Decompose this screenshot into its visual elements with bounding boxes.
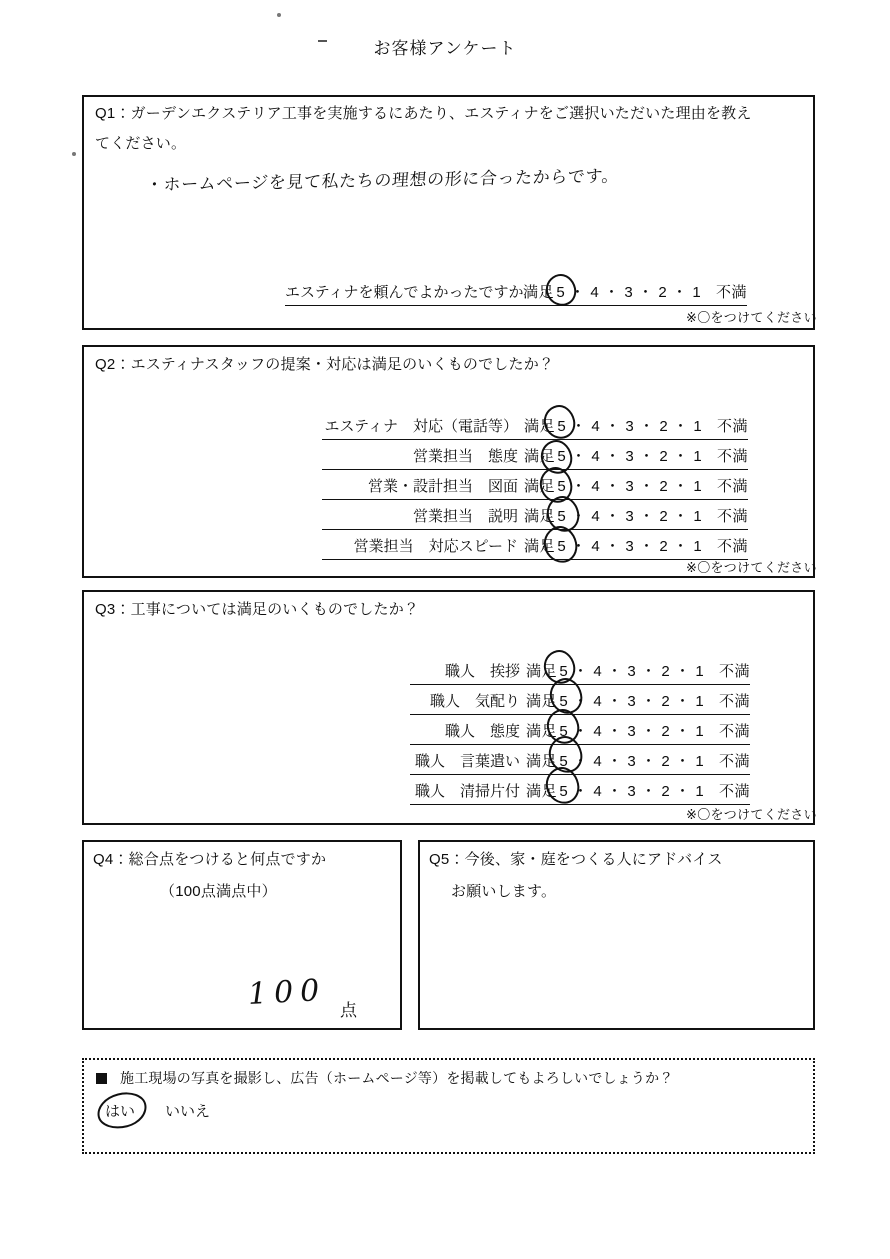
question-2-rating-row-0[interactable] xyxy=(322,412,748,440)
rating-option-1[interactable]: 1 xyxy=(692,284,701,301)
question-1-circle-note: ※〇をつけてください xyxy=(686,310,817,325)
rating-separator: ・ xyxy=(571,508,587,525)
rating-option-4[interactable]: 4 xyxy=(593,723,602,740)
question-2-rating-scale-0[interactable] xyxy=(524,416,748,440)
bullet-square-icon xyxy=(96,1073,107,1084)
question-3-rating-row-1[interactable] xyxy=(410,687,750,715)
rating-separator: ・ xyxy=(639,418,655,435)
question-4-handwritten-score: 100 xyxy=(247,972,328,1013)
rating-separator: ・ xyxy=(641,663,657,680)
satisfied-label: 満足 xyxy=(523,284,555,301)
question-4-heading-line2: （100点満点中） xyxy=(160,883,277,900)
rating-option-3[interactable]: 3 xyxy=(627,753,636,770)
question-3-rating-label-3: 職人 言葉遣い xyxy=(410,751,526,775)
question-4-unit-label: 点 xyxy=(340,1001,357,1020)
question-2-rating-label-3: 営業担当 説明 xyxy=(322,506,524,530)
rating-option-3[interactable]: 3 xyxy=(625,478,634,495)
rating-option-3[interactable]: 3 xyxy=(625,448,634,465)
rating-separator: ・ xyxy=(605,538,621,555)
rating-option-1[interactable]: 1 xyxy=(695,783,704,800)
question-2-rating-row-1[interactable] xyxy=(322,442,748,470)
rating-separator: ・ xyxy=(673,448,689,465)
rating-separator: ・ xyxy=(641,723,657,740)
rating-separator: ・ xyxy=(607,753,623,770)
question-3-heading: Q3：工事については満足のいくものでしたか？ xyxy=(95,601,420,618)
satisfied-label: 満足 xyxy=(526,783,558,800)
rating-option-4[interactable]: 4 xyxy=(591,448,600,465)
rating-separator: ・ xyxy=(675,783,691,800)
unsatisfied-label: 不満 xyxy=(716,284,748,301)
question-2-rating-label-0: エスティナ 対応（電話等） xyxy=(322,416,524,440)
question-1-handwritten-answer: ・ホームページを見て私たちの理想の形に合ったからです。 xyxy=(145,166,620,196)
question-1-rating-label: エスティナを頼んでよかったですか xyxy=(285,282,523,306)
rating-option-4[interactable]: 4 xyxy=(593,783,602,800)
rating-separator: ・ xyxy=(605,478,621,495)
unsatisfied-label: 不満 xyxy=(717,418,749,435)
rating-option-1[interactable]: 1 xyxy=(695,753,704,770)
rating-option-1[interactable]: 1 xyxy=(693,538,702,555)
rating-option-3[interactable]: 3 xyxy=(625,418,634,435)
rating-separator: ・ xyxy=(571,418,587,435)
question-2-rating-row-3[interactable] xyxy=(322,502,748,530)
question-3-rating-scale-4[interactable] xyxy=(526,781,750,805)
rating-option-2[interactable]: 2 xyxy=(661,663,670,680)
rating-separator: ・ xyxy=(607,783,623,800)
page-title: お客様アンケート xyxy=(373,39,517,58)
question-2-rating-label-1: 営業担当 態度 xyxy=(322,446,524,470)
rating-option-2[interactable]: 2 xyxy=(661,753,670,770)
rating-separator: ・ xyxy=(605,448,621,465)
question-2-rating-row-2[interactable] xyxy=(322,472,748,500)
rating-option-1[interactable]: 1 xyxy=(695,723,704,740)
rating-option-2[interactable]: 2 xyxy=(658,284,667,301)
rating-separator: ・ xyxy=(673,418,689,435)
rating-separator: ・ xyxy=(639,508,655,525)
consent-option-yes[interactable]: はい xyxy=(105,1103,136,1120)
satisfied-label: 満足 xyxy=(526,753,558,770)
question-3-rating-row-4[interactable] xyxy=(410,777,750,805)
rating-option-4[interactable]: 4 xyxy=(591,538,600,555)
question-3-circle-note: ※〇をつけてください xyxy=(686,807,817,822)
rating-option-2[interactable]: 2 xyxy=(659,538,668,555)
rating-option-5[interactable]: 5 xyxy=(557,448,566,465)
rating-option-3[interactable]: 3 xyxy=(624,284,633,301)
rating-option-5[interactable]: 5 xyxy=(559,753,568,770)
question-2-rating-scale-1[interactable] xyxy=(524,446,748,470)
rating-separator: ・ xyxy=(672,284,688,301)
rating-separator: ・ xyxy=(675,663,691,680)
rating-option-2[interactable]: 2 xyxy=(661,693,670,710)
rating-option-5[interactable]: 5 xyxy=(556,284,565,301)
question-1-heading-line1: Q1：ガーデンエクステリア工事を実施するにあたり、エスティナをご選択いただいた理由を教え xyxy=(95,105,752,122)
rating-option-1[interactable]: 1 xyxy=(693,418,702,435)
rating-option-3[interactable]: 3 xyxy=(627,693,636,710)
rating-option-4[interactable]: 4 xyxy=(593,693,602,710)
rating-separator: ・ xyxy=(605,418,621,435)
rating-option-4[interactable]: 4 xyxy=(590,284,599,301)
question-3-rating-row-2[interactable] xyxy=(410,717,750,745)
question-3-rating-row-0[interactable] xyxy=(410,657,750,685)
rating-option-3[interactable]: 3 xyxy=(627,723,636,740)
question-5-heading-line1: Q5：今後、家・庭をつくる人にアドバイス xyxy=(429,851,723,868)
rating-separator: ・ xyxy=(571,478,587,495)
rating-separator: ・ xyxy=(573,663,589,680)
rating-separator: ・ xyxy=(573,753,589,770)
unsatisfied-label: 不満 xyxy=(717,508,749,525)
satisfied-label: 満足 xyxy=(524,418,556,435)
rating-option-5[interactable]: 5 xyxy=(559,723,568,740)
rating-option-2[interactable]: 2 xyxy=(659,448,668,465)
rating-option-5[interactable]: 5 xyxy=(557,418,566,435)
rating-option-4[interactable]: 4 xyxy=(593,663,602,680)
rating-separator: ・ xyxy=(604,284,620,301)
rating-option-4[interactable]: 4 xyxy=(591,478,600,495)
question-2-heading: Q2：エスティナスタッフの提案・対応は満足のいくものでしたか？ xyxy=(95,356,555,373)
consent-option-no[interactable]: いいえ xyxy=(165,1103,211,1120)
question-2-rating-scale-3[interactable] xyxy=(524,506,748,530)
rating-option-2[interactable]: 2 xyxy=(659,508,668,525)
rating-option-4[interactable]: 4 xyxy=(593,753,602,770)
rating-separator: ・ xyxy=(607,663,623,680)
unsatisfied-label: 不満 xyxy=(719,663,751,680)
scan-speck xyxy=(277,13,281,17)
rating-separator: ・ xyxy=(607,723,623,740)
unsatisfied-label: 不満 xyxy=(719,723,751,740)
question-5-heading-line2: お願いします。 xyxy=(451,883,557,900)
unsatisfied-label: 不満 xyxy=(717,478,749,495)
rating-option-4[interactable]: 4 xyxy=(591,508,600,525)
question-2-rating-label-4: 営業担当 対応スピード xyxy=(322,536,524,560)
question-1-heading-line2: てください。 xyxy=(95,135,187,152)
scan-artifact-title xyxy=(318,40,327,42)
rating-option-2[interactable]: 2 xyxy=(659,418,668,435)
satisfied-label: 満足 xyxy=(524,448,556,465)
rating-option-4[interactable]: 4 xyxy=(591,418,600,435)
rating-option-5[interactable]: 5 xyxy=(559,663,568,680)
question-3-rating-label-0: 職人 挨拶 xyxy=(410,661,526,685)
rating-separator: ・ xyxy=(605,508,621,525)
scan-speck xyxy=(72,152,76,156)
question-3-rating-label-2: 職人 態度 xyxy=(410,721,526,745)
rating-option-2[interactable]: 2 xyxy=(661,723,670,740)
rating-option-3[interactable]: 3 xyxy=(627,783,636,800)
rating-option-1[interactable]: 1 xyxy=(695,693,704,710)
rating-separator: ・ xyxy=(641,753,657,770)
question-2-rating-row-4[interactable] xyxy=(322,532,748,560)
rating-option-1[interactable]: 1 xyxy=(695,663,704,680)
rating-option-5[interactable]: 5 xyxy=(557,508,566,525)
rating-separator: ・ xyxy=(673,478,689,495)
rating-separator: ・ xyxy=(638,284,654,301)
rating-separator: ・ xyxy=(571,538,587,555)
consent-question: 施工現場の写真を撮影し、広告（ホームページ等）を掲載してもよろしいでしょうか？ xyxy=(120,1070,674,1086)
rating-option-1[interactable]: 1 xyxy=(693,508,702,525)
rating-separator: ・ xyxy=(639,448,655,465)
rating-option-1[interactable]: 1 xyxy=(693,448,702,465)
rating-separator: ・ xyxy=(570,284,586,301)
rating-option-5[interactable]: 5 xyxy=(557,538,566,555)
rating-separator: ・ xyxy=(639,478,655,495)
satisfied-label: 満足 xyxy=(526,663,558,680)
rating-option-3[interactable]: 3 xyxy=(627,663,636,680)
satisfied-label: 満足 xyxy=(526,723,558,740)
rating-separator: ・ xyxy=(573,783,589,800)
question-3-rating-scale-1[interactable] xyxy=(526,691,750,715)
satisfied-label: 満足 xyxy=(526,693,558,710)
rating-separator: ・ xyxy=(641,783,657,800)
question-2-circle-note: ※〇をつけてください xyxy=(686,560,817,575)
rating-option-5[interactable]: 5 xyxy=(559,693,568,710)
question-3-rating-row-3[interactable] xyxy=(410,747,750,775)
satisfied-label: 満足 xyxy=(524,538,556,555)
rating-separator: ・ xyxy=(673,538,689,555)
question-1-rating-row[interactable] xyxy=(285,278,747,306)
rating-separator: ・ xyxy=(573,693,589,710)
satisfied-label: 満足 xyxy=(524,508,556,525)
rating-separator: ・ xyxy=(673,508,689,525)
rating-option-1[interactable]: 1 xyxy=(693,478,702,495)
rating-option-5[interactable]: 5 xyxy=(557,478,566,495)
rating-option-3[interactable]: 3 xyxy=(625,508,634,525)
question-3-rating-scale-0[interactable] xyxy=(526,661,750,685)
rating-option-2[interactable]: 2 xyxy=(659,478,668,495)
rating-separator: ・ xyxy=(675,723,691,740)
question-3-rating-label-1: 職人 気配り xyxy=(410,691,526,715)
question-1-rating-scale[interactable] xyxy=(523,282,747,306)
question-3-rating-scale-3[interactable] xyxy=(526,751,750,775)
rating-separator: ・ xyxy=(607,693,623,710)
rating-option-3[interactable]: 3 xyxy=(625,538,634,555)
unsatisfied-label: 不満 xyxy=(719,693,751,710)
unsatisfied-label: 不満 xyxy=(717,448,749,465)
rating-option-5[interactable]: 5 xyxy=(559,783,568,800)
rating-separator: ・ xyxy=(641,693,657,710)
rating-separator: ・ xyxy=(675,693,691,710)
question-4-heading-line1: Q4：総合点をつけると何点ですか xyxy=(93,851,327,868)
satisfied-label: 満足 xyxy=(524,478,556,495)
rating-option-2[interactable]: 2 xyxy=(661,783,670,800)
rating-separator: ・ xyxy=(571,448,587,465)
question-2-rating-label-2: 営業・設計担当 図面 xyxy=(322,476,524,500)
rating-separator: ・ xyxy=(573,723,589,740)
rating-separator: ・ xyxy=(675,753,691,770)
question-3-rating-scale-2[interactable] xyxy=(526,721,750,745)
question-3-rating-label-4: 職人 清掃片付 xyxy=(410,781,526,805)
unsatisfied-label: 不満 xyxy=(717,538,749,555)
question-2-rating-scale-2[interactable] xyxy=(524,476,748,500)
unsatisfied-label: 不満 xyxy=(719,783,751,800)
rating-separator: ・ xyxy=(639,538,655,555)
unsatisfied-label: 不満 xyxy=(719,753,751,770)
